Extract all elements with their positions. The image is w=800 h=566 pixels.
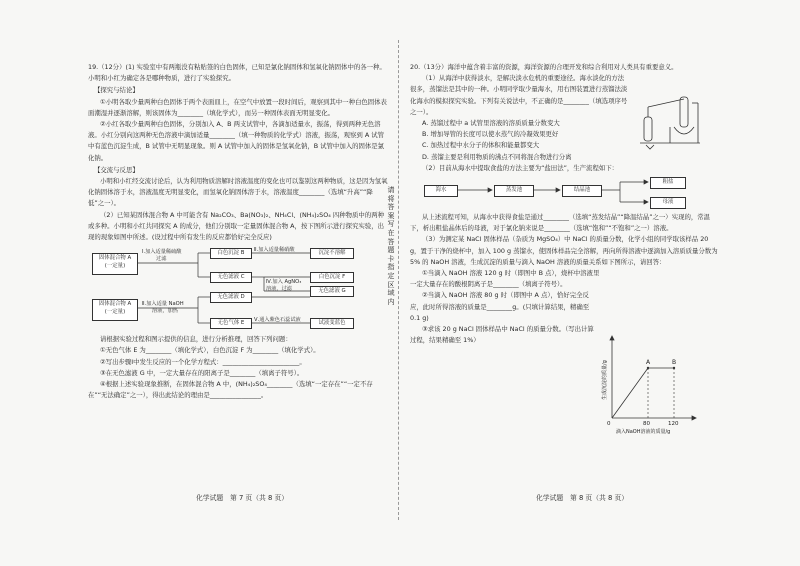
no-dissolve-box: 沉淀不溶解 [310, 248, 354, 259]
box-evaporation-pond: 蒸发池 [494, 185, 534, 197]
section-explore: 【探究与结论】 [94, 86, 139, 95]
white-precipitate-b: 白色沉淀 B [210, 248, 252, 259]
mixture-a-box-2: 固体混合物 A (一定量) [92, 299, 138, 321]
tick-120: 120 [668, 421, 679, 427]
option-c: C. 加热过程中水分子的体积和能量都变大 [422, 141, 540, 150]
para-a: ①小明各取少量两种白色固体于两个表面皿上，在空气中放置一段时间后，观察到其中一种白色固体表面潮湿并逐渐溶解，则该固体为________（填化学式），而另一种固体表面无明显变化。 [88, 97, 387, 117]
tick-80: 80 [643, 421, 650, 427]
distill-text [410, 73, 630, 163]
para-2: （2）目前从海水中提取食盐的方法主要为“盐田法”，生产流程如下： [422, 163, 619, 172]
filtrate-c: 无色滤液 C [210, 272, 252, 283]
question-1: ①无色气体 E 为________（填化学式），白色沉淀 F 为________（填化学式）。 [100, 346, 320, 355]
point-a [647, 367, 649, 369]
filtrate-g: 无色滤液 G [310, 286, 354, 297]
page-7 [88, 62, 388, 507]
option-d: D. 蒸馏主要是利用物质的沸点不同将混合物进行分离 [422, 152, 572, 161]
step-2-label: Ⅱ.加入适量稀硝酸 [254, 247, 295, 254]
point-a-label: A [646, 359, 651, 366]
sub-question-2: ②当滴入 NaOH 溶液 80 g 时（即图中 A 点），恰好完全反应，此时所得溶液的质量是________g。(只填计算结果，精确至 0.1 g) [410, 291, 590, 322]
para-b: ②小红各取少量两种白色固体，分别加入 A、B 两支试管中，各滴加适量水，振荡，得到两种无色溶液。小红分别向这两种无色溶液中滴加适量________（填一种物质的化学式）溶液，振荡，观察到 A 试管中有蓝色沉淀生成，B 试管中无明显现象。则 A 试管中加入的固体是氢氧化钠，B 试管中加入的固体是氯化钠。 [88, 120, 385, 162]
footer-page-8: 化学试题 第 8 页（共 8 页） [536, 494, 629, 502]
y-axis-label: 生成沉淀的质量/g [602, 360, 608, 400]
option-b: B. 增加导管的长度可以使水蒸气的冷凝效果更好 [422, 130, 559, 139]
para-4: （3）为测定某 NaCl 固体样品（杂质为 MgSO₄）中 NaCl 的质量分数，化学小组的同学取该样品 20 g，置于干净的烧杯中，加入 100 g 蒸馏水，使固体样品完全溶解，再向所得溶液中逐滴加入溶质质量分数为 5% 的 NaOH 溶液，生成沉淀的质量与滴入 NaOH 溶液的质量关系如下图所示，请回答： [410, 235, 718, 266]
box-mother-liquor: 母液 [650, 197, 686, 209]
question-4: ④根据上述实验现象推断，在固体混合物 A 中，(NH₄)₂SO₄________（选填“一定存在”“一定不存在”“无法确定”之一），得出此结论的理由是________________。 [88, 380, 373, 400]
box-crystal-pond: 结晶池 [562, 185, 602, 197]
box-crude-salt: 粗盐 [650, 177, 686, 189]
section-reflect: 【交流与反思】 [94, 165, 139, 174]
point-b-label: B [672, 359, 677, 366]
page-divider [398, 40, 399, 520]
para-c: 小明和小红经交流讨论后，认为利用物质溶解时溶液温度的变化也可以鉴别这两种物质，这是因为氢氧化钠固体溶于水，溶液温度无明显变化，而氢氧化钠固体溶于水，溶液温度________（选填“升高”“降低”之一）。 [88, 177, 388, 208]
graph-rising-line [612, 368, 648, 418]
q19-intro: 19.（12分）(1) 实验室中有两瓶没有粘贴签的白色固体，已知是氯化钠固体和氢氧化钠固体中的各一种。小明和小红为确定各是哪种物质，进行了实验探究。 [88, 63, 386, 83]
para-3: 从上述流程可知，从海水中获得食盐是通过________（选填“蒸发结晶”“降温结晶”之一）实现的，常温下，析出粗盐晶体后的母液，对于氯化钠来说是________（选填“饱和”“不饱和”之一）溶液。 [410, 213, 711, 233]
box-seawater: 海水 [424, 185, 458, 197]
footer-page-7: 化学试题 第 7 页（共 8 页） [196, 494, 289, 502]
para-1: （1）从海洋中获得淡水，是解决淡水危机的重要途径。海水淡化的方法很多，蒸馏法是其中的一种。小明同学取少量海水，用右图装置进行蒸馏法淡化海水的模拟探究实验。下列有关说法中，不正确的是________（填选项序号之一）。 [410, 74, 628, 116]
mixture-a-box-1: 固体混合物 A (一定量) [92, 253, 138, 275]
salt-process-flow [410, 176, 718, 210]
distill-block [410, 73, 718, 163]
experiment-flowchart [88, 245, 388, 331]
white-precipitate-f: 白色沉淀 F [310, 272, 354, 283]
step-5-label: Ⅱ.加入适量 NaOH 溶液，加热 [142, 301, 184, 315]
step-1-label: Ⅰ.加入适量稀硫酸 过滤 [142, 249, 182, 263]
precipitate-graph [598, 330, 698, 436]
question-2: ②写出步骤Ⅰ中发生反应的一个化学方程式：________________________。 [100, 357, 306, 366]
origin-label: 0 [607, 421, 611, 427]
step-4-label: Ⅳ.加入 AgNO₃ 溶液，过滤 [266, 279, 302, 292]
page-8 [410, 62, 718, 507]
option-a: A. 蒸馏过程中 a 试管里溶液的溶质质量分数变大 [422, 119, 560, 128]
sub-question-3: ③求该 20 g NaCl 固体样品中 NaCl 的质量分数。（写出计算过程，结果精确至 1%） [410, 325, 594, 345]
distillation-apparatus-diagram [630, 73, 710, 155]
answer-area-note: 请将答案写在答题卡指定区域内 [387, 186, 395, 306]
sub-questions [410, 268, 600, 346]
question-3: ③在无色滤液 G 中，一定大量存在的阳离子是________（填离子符号）。 [100, 368, 304, 377]
step-6-label: Ⅴ.通入紫色石蕊试液 [254, 317, 301, 324]
filtrate-d: 无色滤液 D [210, 292, 252, 303]
q20-intro: 20.（13分）海洋中蕴含着丰富的资源，海洋资源的合理开发和综合利用对人类具有重要意义。 [410, 63, 678, 71]
para-e: 请根据实验过程和图示提供的信息，进行分析推理，回答下列问题： [100, 335, 292, 344]
gas-e: 无色气体 E [210, 318, 252, 329]
para-d: （2）已知某固体混合物 A 中可能含有 Na₂CO₃、Ba(NO₃)₂、NH₄Cl、(NH₄)₂SO₄ 四种物质中的两种或多种。小明和小红共同探究 A 的成分，他们分别取一定量固体混合物 A，按下图所示进行探究实验，出现的现象如图中所述。(设过程中所有发生的反应都恰好完全反应) [88, 210, 385, 242]
turn-blue-box: 试液变蓝色 [310, 318, 354, 329]
x-axis-label: 滴入NaOH溶液的质量/g [616, 429, 671, 435]
sub-question-1: ①当滴入 NaOH 溶液 120 g 时（即图中 B 点），烧杯中溶液里一定大量存在的酸根阴离子是________（填离子符号）。 [410, 269, 600, 289]
point-b [673, 367, 675, 369]
